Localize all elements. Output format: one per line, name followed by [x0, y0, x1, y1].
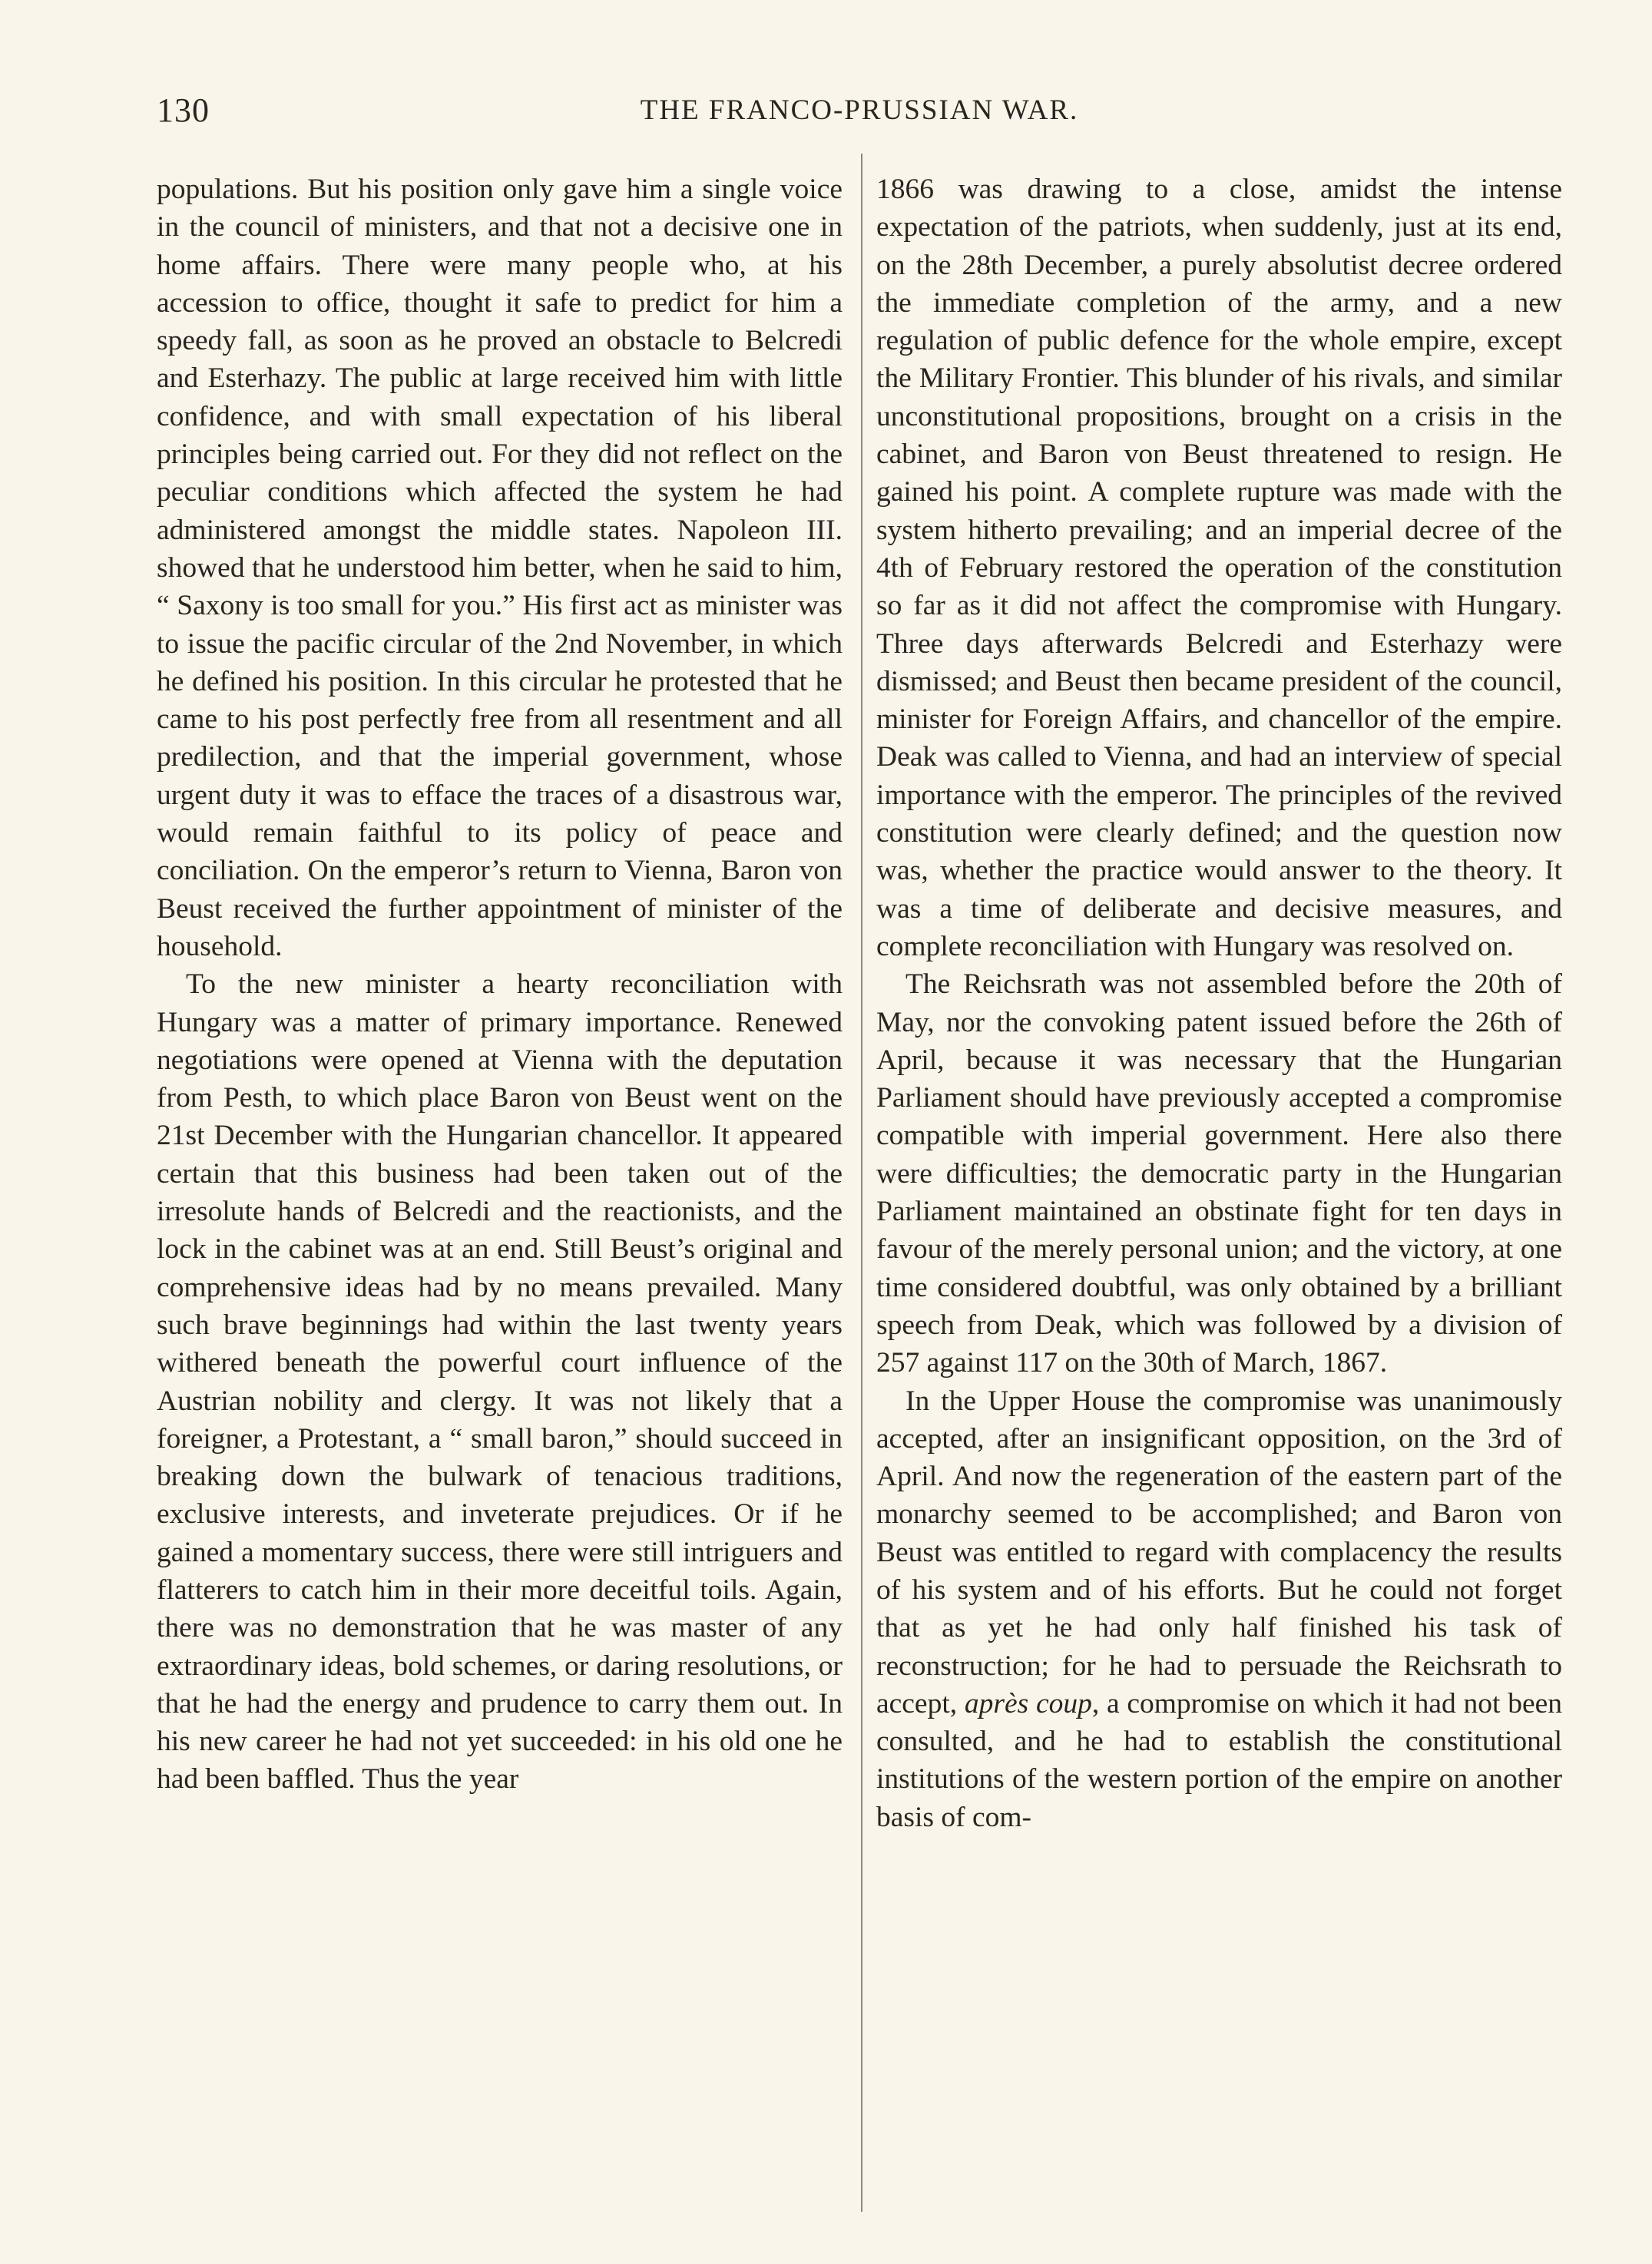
- right-paragraph-3-text-before: In the Upper House the compromise was unanimously accepted, after an insignificant opposition, on the 3rd of April. And now the regeneration of the eastern part of the monarchy seemed to be accomplished; and Baron von Beust was entitled to regard with complacency the results of his system and of his efforts. But he could not forget that as yet he had only half finished his task of reconstruction; for he had to persuade the Reichsrath to accept,: [876, 1385, 1562, 1720]
- right-paragraph-3: [876, 1382, 1562, 1837]
- left-column: [157, 170, 843, 1799]
- right-paragraph-3-text-after: , a compromise on which it had not been consulted, and he had to establish the constitutional institutions of the western portion of the empire on another basis of com-: [876, 1687, 1562, 1833]
- right-column: [876, 170, 1562, 1836]
- running-title: THE FRANCO-PRUSSIAN WAR.: [640, 94, 1079, 126]
- apres-coup-italic: après coup: [964, 1687, 1092, 1720]
- page-header: [157, 91, 1562, 137]
- right-paragraph-1: 1866 was drawing to a close, amidst the intense expectation of the patriots, when suddenly, just at its end, on the 28th December, a purely absolutist decree ordered the immediate completion of the army, and a new regulation of public defence for the whole empire, except the Military Frontier. This blunder of his rivals, and similar unconstitutional propositions, brought on a crisis in the cabinet, and Baron von Beust threatened to resign. He gained his point. A complete rupture was made with the system hitherto prevailing; and an imperial decree of the 4th of February restored the operation of the constitution so far as it did not affect the compromise with Hungary. Three days afterwards Belcredi and Esterhazy were dismissed; and Beust then became president of the council, minister for Foreign Affairs, and chancellor of the empire. Deak was called to Vienna, and had an interview of special importance with the emperor. The principles of the revived constitution were clearly defined; and the question now was, whether the practice would answer to the theory. It was a time of deliberate and decisive measures, and complete reconciliation with Hungary was resolved on.: [876, 174, 1562, 962]
- left-paragraph-2: To the new minister a hearty reconciliation with Hungary was a matter of primary importance. Renewed negotiations were opened at Vienna with the deputation from Pesth, to which place Baron von Beust went on the 21st December with the Hungarian chancellor. It appeared certain that this business had been taken out of the irresolute hands of Belcredi and the reactionists, and the lock in the cabinet was at an end. Still Beust’s original and comprehensive ideas had by no means prevailed. Many such brave beginnings had within the last twenty years withered beneath the powerful court influence of the Austrian nobility and clergy. It was not likely that a foreigner, a Protestant, a “ small baron,” should succeed in breaking down the bulwark of tenacious traditions, exclusive interests, and inveterate prejudices. Or if he gained a momentary success, there were still intriguers and flatterers to catch him in their more deceitful toils. Again, there was no demonstration that he was master of any extraordinary ideas, bold schemes, or daring resolutions, or that he had the energy and prudence to carry them out. In his new career he had not yet succeeded: in his old one he had been baffled. Thus the year: [157, 968, 843, 1796]
- right-paragraph-2: The Reichsrath was not assembled before the 20th of May, nor the convoking patent issued before the 26th of April, because it was necessary that the Hungarian Parliament should have previously accepted a compromise compatible with imperial government. Here also there were difficulties; the democratic party in the Hungarian Parliament maintained an obstinate fight for ten days in favour of the merely personal union; and the victory, at one time considered doubtful, was only obtained by a brilliant speech from Deak, which was followed by a division of 257 against 117 on the 30th of March, 1867.: [876, 968, 1562, 1379]
- column-divider: [861, 154, 862, 2212]
- left-paragraph-1: populations. But his position only gave him a single voice in the council of ministers, and that not a decisive one in home affairs. There were many people who, at his accession to office, thought it safe to predict for him a speedy fall, as soon as he proved an obstacle to Belcredi and Esterhazy. The public at large received him with little confidence, and with small expectation of his liberal principles being carried out. For they did not reflect on the peculiar conditions which affected the system he had administered amongst the middle states. Napoleon III. showed that he understood him better, when he said to him, “ Saxony is too small for you.” His first act as minister was to issue the pacific circular of the 2nd November, in which he defined his position. In this circular he protested that he came to his post perfectly free from all resentment and all predilection, and that the imperial government, whose urgent duty it was to efface the traces of a disastrous war, would remain faithful to its policy of peace and conciliation. On the emperor’s return to Vienna, Baron von Beust received the further appointment of minister of the household.: [157, 174, 843, 962]
- page-number: 130: [157, 91, 210, 129]
